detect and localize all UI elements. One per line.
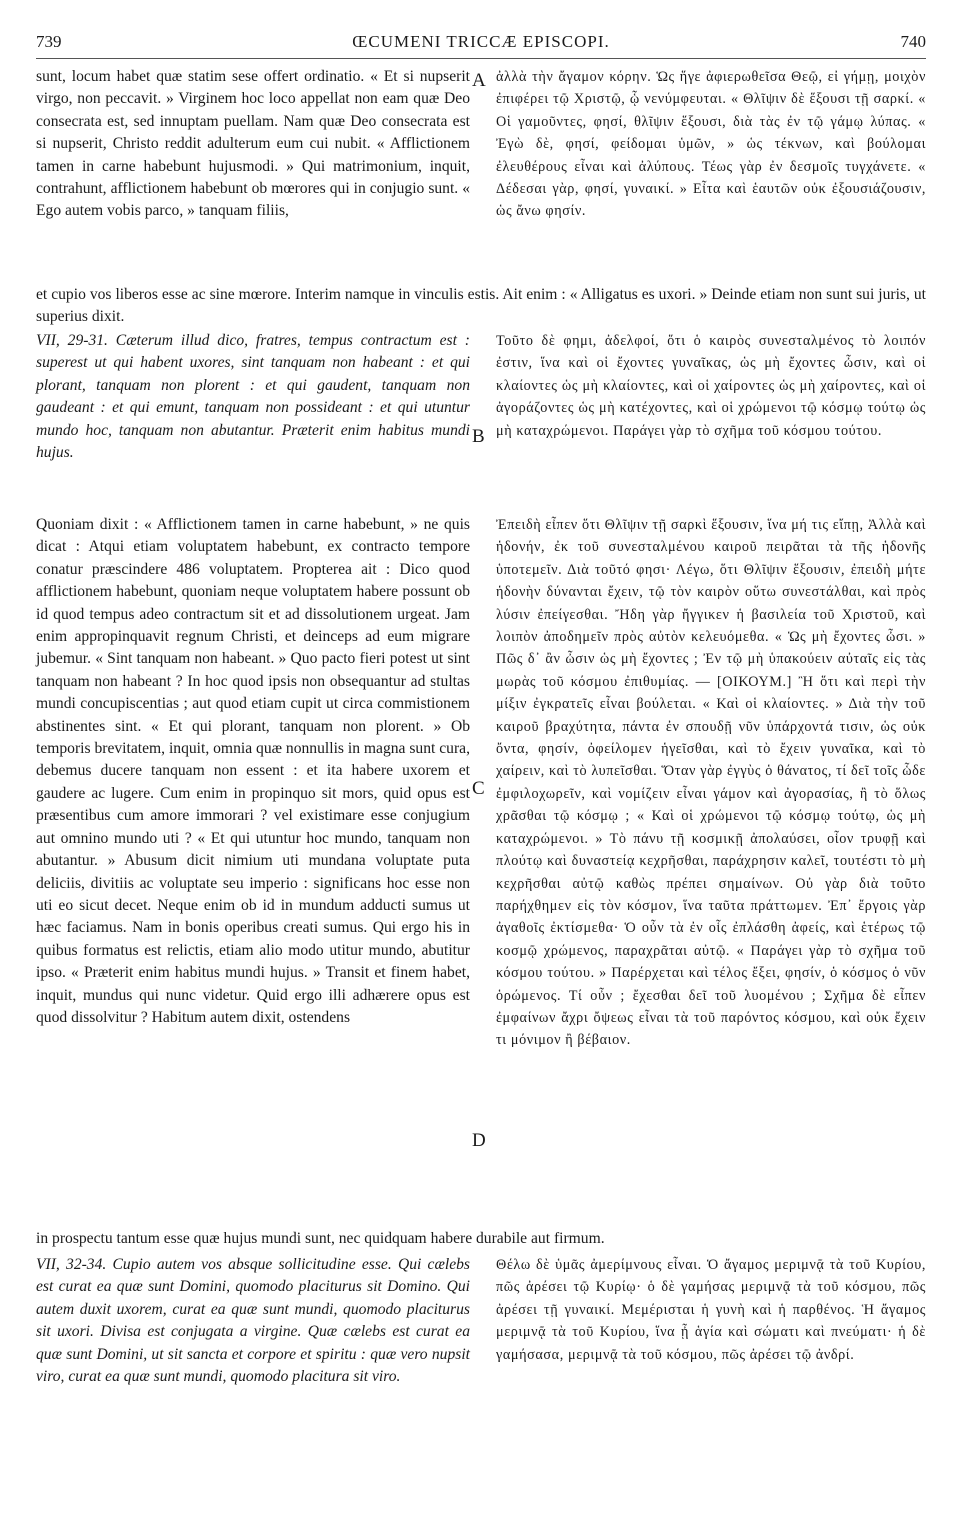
greek-column-4 [496,1254,926,1366]
latin-column-2 [36,330,470,464]
page-number-right: 740 [900,32,926,51]
margin-marker-b: B [472,426,485,447]
greek-scripture-passage: Τοῦτο δὲ φημι, ἀδελφοί, ὅτι ὁ καιρὸς συνεσταλμένος τὸ λοιπόν ἐστιν, ἵνα καὶ οἱ ἔχοντες γυναῖκας, ὡς μὴ ἔχοντες ὦσιν, καὶ οἱ κλαίοντες ὡς μὴ κλαίοντες, καὶ οἱ χαίροντες ὡς μὴ χαίροντες, καὶ οἱ ἀγοράζοντες ὡς μὴ κατέχοντες, καὶ οἱ χρώμενοι τῷ κόσμῳ τούτῳ ὡς μὴ καταχρώμενοι. Παράγει γὰρ τὸ σχῆμα τοῦ κόσμου τούτου. [496,333,926,439]
latin-paragraph: sunt, locum habet quæ statim sese offert ordinatio. « Et si nupserit virgo, non peccavit. » Virginem hoc loco appellat non eam quæ Deo consecrata est, sed innuptam puellam. Nam quæ Deo consecrata est si nupserit, Christo reddit adulterum eum cui nubit. « Afflictionem tamen in carne habebunt hujusmodi. » Qui matrimonium, inquit, contrahunt, afflictionem habebunt ob mœrores qui in conjugio sunt. « Ego autem vobis parco, » tanquam filiis, [36,68,470,220]
full-width-line-1 [36,284,926,329]
latin-continuation: in prospectu tantum esse quæ hujus mundi sunt, nec quidquam habere durabile aut firmum. [36,1230,605,1247]
greek-column-2 [496,330,926,442]
full-width-line-2 [36,1228,926,1250]
greek-paragraph: ἀλλὰ τὴν ἄγαμον κόρην. Ὡς ἥγε ἀφιερωθεῖσα Θεῷ, εἰ γήμῃ, μοιχὸν ἐπιφέρει τῷ Χριστῷ, ᾧ νενύμφευται. « Θλῖψιν δὲ ἕξουσι τῇ σαρκί. « Οἱ γαμοῦντες, φησί, θλῖψιν ἕξουσι, διὰ τὰς ἐν τῷ γάμῳ λύπας. « Ἐγὼ δὲ, φησί, φείδομαι ὑμῶν, » ὡς τέκνων, καὶ βούλομαι ἐλευθέρους εἶναι καὶ ἀλύπους. Τέως γὰρ ἐν δεσμοῖς τυγχάνετε. « Δέδεσαι γὰρ, φησί, γυναικί. » Εἶτα καὶ ἑαυτῶν οὐκ ἐξουσιάζουσιν, ὡς ἄνω φησίν. [496,69,926,220]
latin-column-1 [36,66,470,223]
greek-column-1 [496,66,926,223]
greek-scripture-passage: Θέλω δὲ ὑμᾶς ἀμερίμνους εἶναι. Ὁ ἄγαμος μεριμνᾷ τὰ τοῦ Κυρίου, πῶς ἀρέσει τῷ Κυρίῳ· ὁ δὲ γαμήσας μεριμνᾷ τὰ τοῦ κόσμου, πῶς ἀρέσει τῇ γυναικί. Μεμέρισται ἡ γυνὴ καὶ ἡ παρθένος. Ἡ ἄγαμος μεριμνᾷ τὰ τοῦ Κυρίου, ἵνα ᾖ ἁγία καὶ σώματι καὶ πνεύματι· ἡ δὲ γαμήσασα, μεριμνᾷ τὰ τοῦ κόσμου, πῶς ἀρέσει τῷ ἀνδρί. [496,1257,926,1363]
header-rule [36,58,926,59]
running-header [36,32,926,58]
latin-column-4 [36,1254,470,1388]
latin-continuation: et cupio vos liberos esse ac sine mœrore. Interim namque in vinculis estis. Ait enim : « Alligatus es uxori. » Deinde etiam non sunt sui juris, ut superius dixit. [36,286,926,326]
latin-column-3 [36,514,470,1029]
margin-marker-d: D [472,1130,486,1151]
margin-marker-a: A [472,70,486,91]
page-number-left: 739 [36,32,62,51]
greek-column-3 [496,514,926,1052]
greek-commentary: Ἐπειδὴ εἶπεν ὅτι Θλῖψιν τῇ σαρκὶ ἕξουσιν, ἵνα μή τις εἴπῃ, Ἀλλὰ καὶ ἡδονήν, ἐκ τοῦ συνεσταλμένου καιροῦ πειρᾶται τὰ τῆς ἡδονῆς ὑποτεμεῖν. Διὰ τοῦτό φησι· Λέγω, ὅτι Θλῖψιν ἕξουσιν, ἐπειδὴ μήτε ἡδονὴν δύνανται ἔχειν, τῷ τὸν καιρὸν οὕτω συνεστάλθαι, καὶ πρὸς λύσιν ἐπείγεσθαι. Ἤδη γὰρ ἤγγικεν ἡ βασιλεία τοῦ Χριστοῦ, καὶ λοιπὸν ἀποδημεῖν πρὸς αὐτὸν κελευόμεθα. « Ὡς μὴ ἔχοντες ὦσι. » Πῶς δ᾽ ἂν ὦσιν ὡς μὴ ἔχοντες ; Ἐν τῷ μὴ ὑπακούειν αὐταῖς εἰς τὰς μωρὰς τοῦ κόσμου ἐπιθυμίας. — [ΟΙΚΟΥΜ.] Ἢ ὅτι καὶ περὶ τὴν μίξιν ἐγκρατεῖς εἶναι βούλεται. « Καὶ οἱ κλαίοντες. » Διὰ τὴν τοῦ καιροῦ βραχύτητα, πάντα ἐν σπουδῇ νῦν ὑπάρχοντά τισιν, ὡς οὐκ ὄντα, φησίν, ὀφείλομεν ἡγεῖσθαι, καὶ τὸ ἔχειν γυναῖκα, καὶ τὸ χαίρειν, καὶ τὸ λυπεῖσθαι. Ὅταν γὰρ ἐγγὺς ὁ θάνατος, τί δεῖ τοῖς ὧδε ἐμφιλοχωρεῖν, καὶ νομίζειν εἶναι γάμον καὶ ἀγορασίας, ἢ τὸ ὅλως χρᾶσθαι τῷ κόσμῳ ; « Καὶ οἱ χρώμενοι τῷ κόσμῳ τούτῳ, ὡς μὴ καταχρώμενοι. » Τὸ πάνυ τῇ κοσμικῇ ἀπολαύσει, οἷον τρυφῇ καὶ πλούτῳ καὶ δυναστείᾳ κεχρῆσθαι, παράχρησιν καλεῖ, τουτέστι τὸ μὴ κεχρῆσθαι αὐτῷ καθὼς πρέπει σημαίνων. Οὐ γὰρ διὰ τοῦτο παρήχθημεν εἰς τὸν κόσμον, ἵνα ταῦτα πράττωμεν. Ἐπ᾽ ἔργοις γὰρ ἀγαθοῖς ἐκτίσμεθα· Ὁ οὖν τὰ ἐν οἷς ἐπλάσθη ἀφείς, καὶ ἑτέρως τῷ κοσμῷ χρώμενος, παραχρᾶται αὐτῷ. « Παράγει γὰρ τὸ σχῆμα τοῦ κόσμου τούτου. » Παρέρχεται καὶ τέλος ἔξει, φησίν, ὁ κόσμος ὁ νῦν ὁρώμενος. Τί οὖν ; ἔχεσθαι δεῖ τοῦ λυομένου ; Σχῆμα δὲ εἶπεν ἐμφαίνων ἄχρι ὄψεως εἶναι τὰ τοῦ παρόντος κόσμου, καὶ οὐκ ἔχειν τι μόνιμον ἢ βέβαιον. [496,517,926,1049]
latin-commentary: Quoniam dixit : « Afflictionem tamen in carne habebunt, » ne quis dicat : Atqui etiam voluptatem habebunt, ex contracto tempore conatur præscindere 486 voluptatem. Propterea ait : Dico quod afflictionem habebunt, quoniam neque voluptatem habere possunt ob id quod tempus adeo contractum sit et ad dissolutionem urgeat. Jam enim appropinquavit regnum Christi, et deinceps ad eum migrare jubemur. « Sint tanquam non habeant. » Quo pacto fieri potest ut sint tanquam non habeant ? In hoc quod ipsis non obsequantur ad stultas mundi concupiscentias ; aut quod etiam cupit ut circa commistionem abstinentes sint. « Et qui plorant, tanquam non plorent. » Ob temporis brevitatem, inquit, omnia quæ nonnullis in magna sunt cura, debemus ducere tanquam non essent : et ita habere uxorem et gaudere ac lugere. Cum enim in propinquo sit mors, quid opus est præsentibus cum amore immorari ? vel existimare esse conjugium aut omnino mundo uti ? « Et qui utuntur hoc mundo, tanquam non abutantur. » Abusum dicit nimium uti mundana voluptate puta deliciis, divitiis ac voluptate seu imperio : significans hoc esse non uti eo sicut decet. Neque enim ob id in mundum adducti sumus ut hæc faciamus. Nam in bonis operibus creati sumus. Qui ergo his in quibus formatus est relictis, etiam alio modo utitur mundo, abutitur ipso. « Præterit enim habitus mundi hujus. » Transit et finem habet, inquit, mundus qui nunc videtur. Quid ergo illi adhærere opus est quod dissolvitur ? Habitum autem dixit, ostendens [36,516,470,1026]
latin-scripture-passage: VII, 29-31. Cæterum illud dico, fratres, tempus contractum est : superest ut qui habent uxores, sint tanquam non habeant : et qui plorant, tanquam non plorent : et qui gaudent, tanquam non gaudeant : et qui emunt, tanquam non possideant : et qui utuntur mundo hoc, tanquam non abutantur. Præterit enim habitus mundi hujus. [36,332,470,462]
latin-scripture-passage: VII, 32-34. Cupio autem vos absque sollicitudine esse. Qui cælebs est curat ea quæ sunt Domini, quomodo placiturus sit Domino. Qui autem duxit uxorem, curat ea quæ sunt mundi, quomodo placiturus sit uxori. Divisa est conjugata a virgine. Quæ cælebs est curat ea quæ sunt Domini, ut sit sancta et corpore et spiritu : quæ vero nupsit viro, curat ea quæ sunt mundi, quomodo placitura sit viro. [36,1256,470,1386]
running-title: ŒCUMENI TRICCÆ EPISCOPI. [352,32,610,51]
margin-marker-c: C [472,778,485,799]
